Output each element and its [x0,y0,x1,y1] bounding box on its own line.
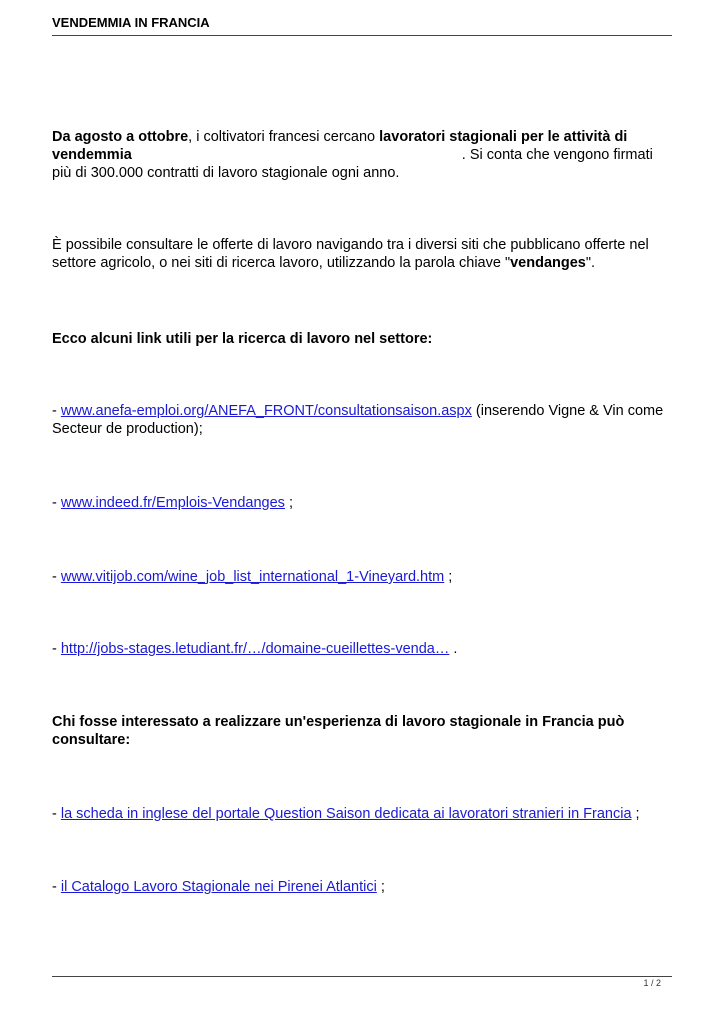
page-header-title: VENDEMMIA IN FRANCIA [52,15,210,30]
link-item-question-saison [52,805,664,823]
letudiant-link[interactable]: http://jobs-stages.letudiant.fr/…/domaine-cueillettes-venda… [60,641,450,657]
indeed-link[interactable]: www.indeed.fr/Emplois-Vendanges [60,495,285,511]
footer-divider [52,976,672,977]
link-suffix: ; [631,806,640,822]
intro-text-1: , i coltivatori francesi cercano [188,129,380,145]
page-number: 1 / 2 [643,978,661,988]
intro-text-2: . Si conta che vengono firmati più di 300.000 contratti di lavoro stagionale ogni anno. [52,147,653,181]
link-prefix: - [52,403,61,419]
search-keyword: vendanges [510,255,586,271]
link-suffix: (inserendo Vigne & Vin come Secteur de production); [52,403,664,437]
link-suffix: ; [376,879,385,895]
link-item-catalogo [52,878,664,896]
link-prefix: - [52,495,61,511]
link-suffix: ; [284,495,293,511]
link-prefix: - [52,879,61,895]
intro-bold-period: Da agosto a ottobre [52,129,189,145]
foreign-heading: Chi fosse interessato a realizzare un'esperienza di lavoro stagionale in Francia può consultare: [52,714,625,748]
header-divider [52,35,672,36]
link-prefix: - [52,806,61,822]
search-text-2: ". [585,255,596,271]
links-heading: Ecco alcuni link utili per la ricerca di lavoro nel settore: [52,331,433,347]
link-item-indeed [52,494,664,512]
link-item-letudiant [52,640,664,658]
link-prefix: - [52,641,61,657]
anefa-link[interactable]: www.anefa-emploi.org/ANEFA_FRONT/consultationsaison.aspx [60,403,472,419]
link-suffix: . [449,641,458,657]
intro-bold-workers: lavoratori stagionali per le attività di vendemmia [52,129,628,163]
vitijob-link[interactable]: www.vitijob.com/wine_job_list_international_1-Vineyard.htm [60,569,445,585]
catalogo-link[interactable]: il Catalogo Lavoro Stagionale nei Pirenei Atlantici [60,879,377,895]
question-saison-link[interactable]: la scheda in inglese del portale Question Saison dedicata ai lavoratori stranieri in Francia [60,806,632,822]
search-paragraph [52,236,664,272]
search-text-1: È possibile consultare le offerte di lavoro navigando tra i diversi siti che pubblicano offerte nel settore agricolo, o nei siti di ricerca lavoro, utilizzando la parola chiave " [52,237,649,271]
link-item-vitijob [52,568,664,586]
link-prefix: - [52,569,61,585]
link-suffix: ; [444,569,453,585]
intro-paragraph [52,128,664,182]
link-item-anefa [52,402,664,438]
